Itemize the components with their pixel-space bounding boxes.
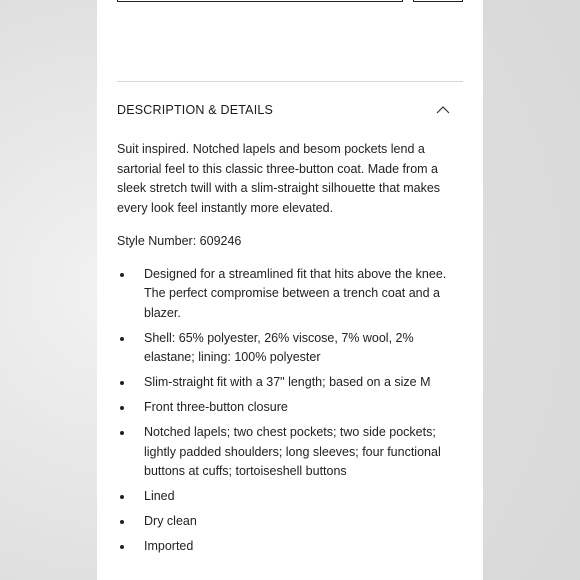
list-item — [117, 423, 463, 482]
size-select-field[interactable] — [117, 0, 403, 2]
detail-text: Shell: 65% polyester, 26% viscose, 7% wool, 2% elastane; lining: 100% polyester — [144, 330, 414, 364]
section-title: DESCRIPTION & DETAILS — [117, 103, 274, 117]
detail-text: Dry clean — [144, 514, 197, 528]
product-description: Suit inspired. Notched lapels and besom pockets lend a sartorial feel to this classic three-button coat. Made from a sleek stretch twill with a slim-straight silhouette that makes every look feel instantly more elevated. — [117, 142, 441, 215]
bullet-icon — [120, 406, 124, 410]
chevron-up-icon[interactable] — [435, 102, 451, 118]
list-item — [117, 398, 463, 418]
style-number: Style Number: 609246 — [117, 234, 242, 248]
bullet-icon — [120, 545, 124, 549]
detail-text: Slim-straight fit with a 37" length; based on a size M — [144, 375, 431, 389]
detail-text: Imported — [144, 539, 194, 553]
description-content — [117, 140, 463, 562]
details-list — [117, 265, 463, 557]
detail-text: Notched lapels; two chest pockets; two side pockets; lightly padded shoulders; long sleeves; four functional buttons at cuffs; tortoiseshell buttons — [144, 425, 441, 478]
list-item — [117, 265, 463, 324]
bullet-icon — [120, 520, 124, 524]
quantity-field[interactable] — [413, 0, 463, 2]
list-item — [117, 487, 463, 507]
list-item — [117, 373, 463, 393]
section-divider — [117, 81, 463, 82]
list-item — [117, 329, 463, 368]
list-item — [117, 537, 463, 557]
bullet-icon — [120, 337, 124, 341]
list-item — [117, 512, 463, 532]
detail-text: Front three-button closure — [144, 400, 288, 414]
description-details-toggle[interactable] — [117, 100, 463, 120]
detail-text: Designed for a streamlined fit that hits above the knee. The perfect compromise between a trench coat and a blazer. — [144, 266, 447, 320]
bullet-icon — [120, 431, 124, 435]
detail-text: Lined — [144, 489, 175, 503]
bullet-icon — [120, 495, 124, 499]
bullet-icon — [120, 273, 124, 277]
product-details-panel — [97, 0, 483, 580]
bullet-icon — [120, 381, 124, 385]
